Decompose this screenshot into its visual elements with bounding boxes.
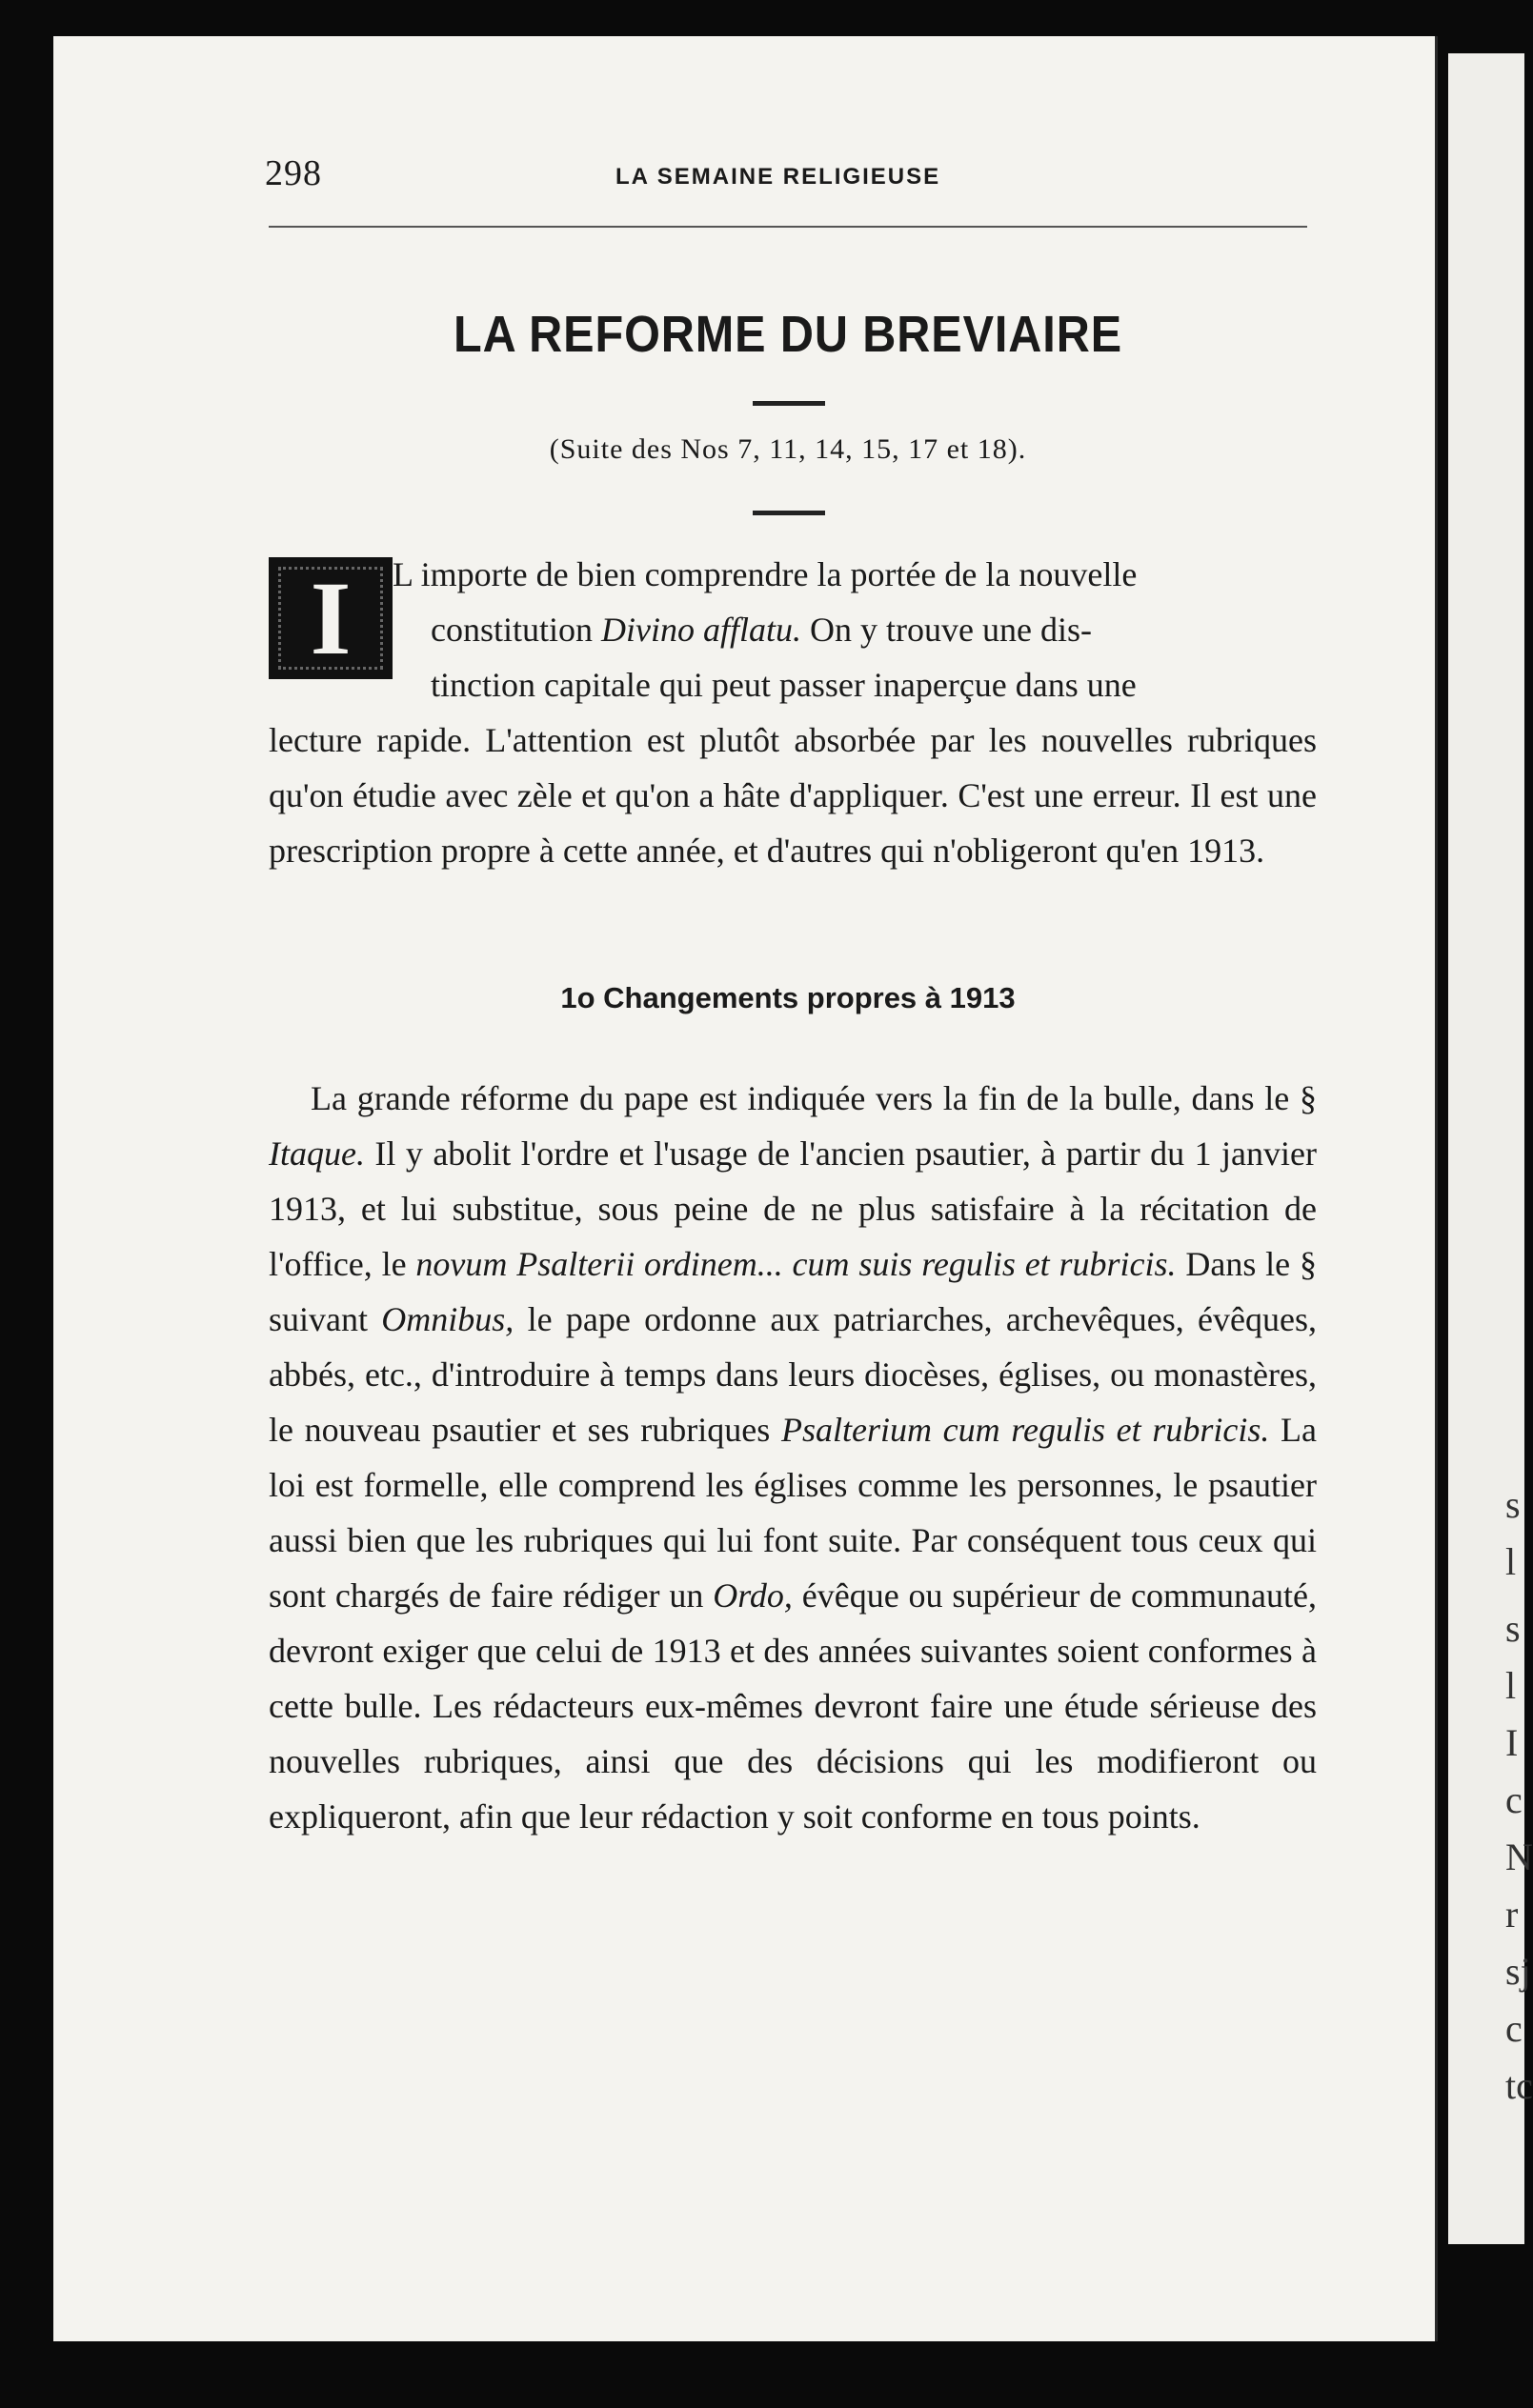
adjacent-fragment: c xyxy=(1505,1778,1523,1821)
adjacent-fragment: N xyxy=(1505,1836,1533,1878)
adjacent-fragment: I xyxy=(1505,1721,1519,1764)
body-italic: Omnibus, xyxy=(381,1300,514,1338)
body-text: le pape ordonne aux patriarches, archevêques, évêques, abbés, etc., d'introduire à temps dans leurs diocèses, églises, ou monastères, le nouveau psautier et ses rubriques xyxy=(269,1300,1317,1449)
body-italic: Itaque. xyxy=(269,1134,365,1173)
title-rule xyxy=(753,401,825,406)
lead-paragraph-continuation: lecture rapide. L'attention est plutôt absorbée par les nouvelles rubriques qu'on étudie avec zèle et qu'on a hâte d'appliquer. C'est une erreur. Il est une prescription propre à cette année, et d'autres qui n'obligeront qu'en 1913. xyxy=(269,721,1317,870)
body-italic: Psalterium cum regulis et rubricis. xyxy=(780,1411,1270,1449)
body-italic: novum Psalterii ordinem... cum suis regulis et rubricis. xyxy=(415,1245,1177,1283)
adjacent-fragment: c xyxy=(1505,2007,1523,2050)
lead-line-italic: Divino afflatu. xyxy=(601,611,801,649)
journal-title: LA SEMAINE RELIGIEUSE xyxy=(615,164,941,190)
body-text: évêque ou supérieur de communauté, devront exiger que celui de 1913 et des années suivantes soient conformes à cette bulle. Les rédacteurs eux-mêmes devront faire une étude sérieuse des nouvelles rubriques, ainsi que des décisions qui les modifieront ou expliqueront, afin que leur rédaction y soit conforme en tous points. xyxy=(269,1576,1317,1836)
lead-line-prefix: constitution xyxy=(431,611,601,649)
page-number: 298 xyxy=(265,153,322,193)
adjacent-page-edge xyxy=(1448,53,1533,2244)
subtitle-rule xyxy=(753,511,825,515)
body-paragraph xyxy=(269,1071,1317,1844)
body-text: La grande réforme du pape est indiquée vers la fin de la bulle, dans le § xyxy=(311,1079,1317,1117)
adjacent-fragment: r xyxy=(1505,1893,1519,1936)
adjacent-fragment: tc xyxy=(1505,2064,1533,2107)
body-text: La loi est formelle, elle comprend les églises comme les personnes, le psautier aussi bien que les rubriques qui lui font suite. Par conséquent tous ceux qui sont chargés de faire rédiger un xyxy=(269,1411,1317,1615)
adjacent-fragment: s xyxy=(1505,1483,1521,1526)
running-head xyxy=(215,143,1311,200)
drop-cap-letter: I xyxy=(310,559,352,676)
adjacent-fragment: l xyxy=(1505,1540,1517,1583)
lead-line: tinction capitale qui peut passer inaperçue dans une xyxy=(431,666,1137,704)
body-text: Dans le § suivant xyxy=(269,1245,1317,1338)
adjacent-fragment: s xyxy=(1505,1607,1521,1650)
body-italic: Ordo, xyxy=(713,1576,793,1615)
lead-paragraph-indented xyxy=(393,547,1319,712)
body-text: Il y abolit l'ordre et l'usage de l'ancien psautier, à partir du 1 janvier 1913, et lui substitue, sous peine de ne plus satisfaire à la récitation de l'office, le xyxy=(269,1134,1317,1283)
article-subtitle: (Suite des Nos 7, 11, 14, 15, 17 et 18). xyxy=(549,433,1027,465)
section-heading: 1o Changements propres à 1913 xyxy=(560,981,1016,1014)
header-rule xyxy=(269,226,1307,228)
adjacent-fragment: sj xyxy=(1505,1950,1531,1993)
lead-line: L importe de bien comprendre la portée de la nouvelle xyxy=(393,555,1138,593)
drop-cap-initial xyxy=(269,557,393,679)
adjacent-fragment: l xyxy=(1505,1664,1517,1707)
lead-line-suffix: On y trouve une dis- xyxy=(801,611,1092,649)
article-title: LA REFORME DU BREVIAIRE xyxy=(453,306,1123,363)
